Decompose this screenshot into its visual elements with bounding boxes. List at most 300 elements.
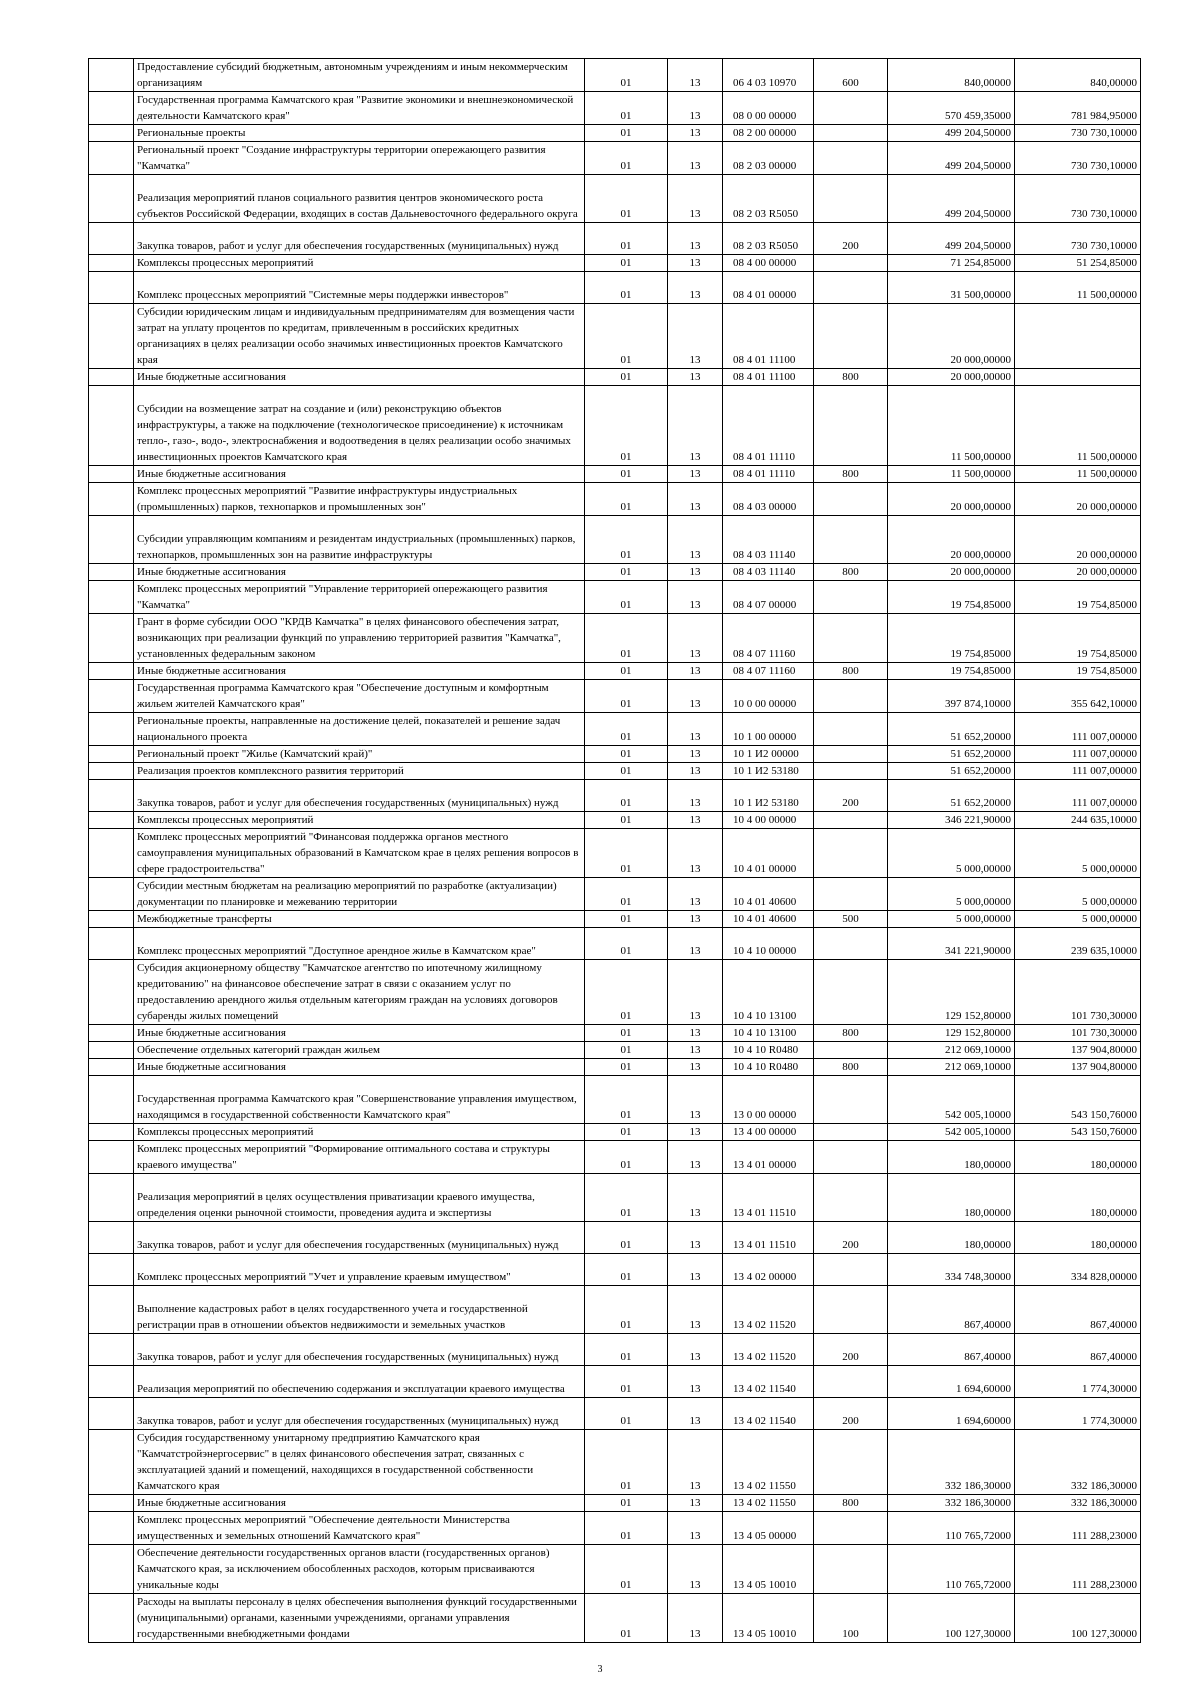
row-expense-type-code <box>814 763 888 780</box>
row-empty-cell <box>89 1545 134 1594</box>
row-amount-year2: 20 000,00000 <box>1015 516 1141 564</box>
row-subsection-code: 13 <box>668 763 723 780</box>
row-amount-year1: 129 152,80000 <box>888 1025 1015 1042</box>
row-amount-year2: 180,00000 <box>1015 1222 1141 1254</box>
row-subsection-code: 13 <box>668 1512 723 1545</box>
row-empty-cell <box>89 911 134 928</box>
row-section-code: 01 <box>585 483 668 516</box>
row-amount-year1: 499 204,50000 <box>888 223 1015 255</box>
row-amount-year2 <box>1015 304 1141 369</box>
table-row <box>89 1512 1141 1545</box>
row-expense-type-code: 100 <box>814 1594 888 1643</box>
row-subsection-code: 13 <box>668 1254 723 1286</box>
row-empty-cell <box>89 614 134 663</box>
row-target-item-code: 08 2 03 00000 <box>723 142 814 175</box>
row-target-item-code: 10 4 01 40600 <box>723 878 814 911</box>
row-amount-year1: 11 500,00000 <box>888 386 1015 466</box>
row-section-code: 01 <box>585 1366 668 1398</box>
row-expense-type-code <box>814 713 888 746</box>
row-empty-cell <box>89 780 134 812</box>
row-empty-cell <box>89 1495 134 1512</box>
row-expense-type-code <box>814 680 888 713</box>
row-amount-year1: 20 000,00000 <box>888 483 1015 516</box>
table-row <box>89 223 1141 255</box>
row-name: Иные бюджетные ассигнования <box>134 1059 585 1076</box>
row-name: Субсидия государственному унитарному предприятию Камчатского края "Камчатстройэнергосервис" в целях финансового обеспечения затрат, связанных с эксплуатацией зданий и помещений, находящихся в государственной собственности Камчатского края <box>134 1430 585 1495</box>
row-amount-year2: 867,40000 <box>1015 1334 1141 1366</box>
row-amount-year2: 11 500,00000 <box>1015 386 1141 466</box>
row-name: Комплексы процессных мероприятий <box>134 1124 585 1141</box>
row-subsection-code: 13 <box>668 255 723 272</box>
row-name: Иные бюджетные ассигнования <box>134 1495 585 1512</box>
row-name: Комплекс процессных мероприятий "Финансовая поддержка органов местного самоуправления муниципальных образований в Камчатском крае в целях решения вопросов в сфере градостроительства" <box>134 829 585 878</box>
row-amount-year2: 101 730,30000 <box>1015 1025 1141 1042</box>
row-empty-cell <box>89 1430 134 1495</box>
budget-table <box>88 58 1141 1643</box>
row-amount-year2: 111 007,00000 <box>1015 713 1141 746</box>
row-amount-year2: 730 730,10000 <box>1015 223 1141 255</box>
row-target-item-code: 13 4 02 11550 <box>723 1495 814 1512</box>
row-section-code: 01 <box>585 680 668 713</box>
table-row <box>89 272 1141 304</box>
row-target-item-code: 10 4 10 00000 <box>723 928 814 960</box>
row-subsection-code: 13 <box>668 1124 723 1141</box>
row-section-code: 01 <box>585 1174 668 1222</box>
row-name: Закупка товаров, работ и услуг для обеспечения государственных (муниципальных) нужд <box>134 1398 585 1430</box>
row-empty-cell <box>89 564 134 581</box>
table-row <box>89 59 1141 92</box>
row-amount-year1: 129 152,80000 <box>888 960 1015 1025</box>
row-expense-type-code <box>814 483 888 516</box>
table-row <box>89 911 1141 928</box>
row-empty-cell <box>89 878 134 911</box>
row-amount-year2: 100 127,30000 <box>1015 1594 1141 1643</box>
row-target-item-code: 08 2 03 R5050 <box>723 223 814 255</box>
row-name: Государственная программа Камчатского края "Развитие экономики и внешнеэкономической деятельности Камчатского края" <box>134 92 585 125</box>
row-name: Иные бюджетные ассигнования <box>134 369 585 386</box>
row-amount-year1: 499 204,50000 <box>888 125 1015 142</box>
row-section-code: 01 <box>585 746 668 763</box>
row-subsection-code: 13 <box>668 1222 723 1254</box>
row-subsection-code: 13 <box>668 125 723 142</box>
row-expense-type-code <box>814 386 888 466</box>
row-section-code: 01 <box>585 272 668 304</box>
row-expense-type-code <box>814 746 888 763</box>
row-amount-year2: 239 635,10000 <box>1015 928 1141 960</box>
row-expense-type-code <box>814 1512 888 1545</box>
table-row <box>89 516 1141 564</box>
row-section-code: 01 <box>585 142 668 175</box>
row-empty-cell <box>89 829 134 878</box>
table-row <box>89 1430 1141 1495</box>
row-amount-year1: 397 874,10000 <box>888 680 1015 713</box>
row-section-code: 01 <box>585 829 668 878</box>
table-row <box>89 928 1141 960</box>
row-name: Региональные проекты <box>134 125 585 142</box>
row-target-item-code: 13 4 01 11510 <box>723 1222 814 1254</box>
row-amount-year1: 332 186,30000 <box>888 1495 1015 1512</box>
row-name: Комплекс процессных мероприятий "Обеспечение деятельности Министерства имущественных и земельных отношений Камчатского края" <box>134 1512 585 1545</box>
row-expense-type-code <box>814 1042 888 1059</box>
table-row <box>89 1398 1141 1430</box>
row-expense-type-code <box>814 812 888 829</box>
row-section-code: 01 <box>585 812 668 829</box>
row-subsection-code: 13 <box>668 564 723 581</box>
row-expense-type-code <box>814 1545 888 1594</box>
row-empty-cell <box>89 59 134 92</box>
row-target-item-code: 13 4 05 00000 <box>723 1512 814 1545</box>
row-amount-year2: 867,40000 <box>1015 1286 1141 1334</box>
row-target-item-code: 13 4 02 00000 <box>723 1254 814 1286</box>
row-subsection-code: 13 <box>668 272 723 304</box>
row-amount-year1: 51 652,20000 <box>888 746 1015 763</box>
row-subsection-code: 13 <box>668 92 723 125</box>
row-expense-type-code <box>814 1254 888 1286</box>
row-amount-year2: 781 984,95000 <box>1015 92 1141 125</box>
row-amount-year2: 137 904,80000 <box>1015 1059 1141 1076</box>
row-amount-year2: 334 828,00000 <box>1015 1254 1141 1286</box>
row-amount-year2: 332 186,30000 <box>1015 1430 1141 1495</box>
row-target-item-code: 13 4 05 10010 <box>723 1594 814 1643</box>
table-row <box>89 175 1141 223</box>
row-expense-type-code: 800 <box>814 369 888 386</box>
row-amount-year1: 20 000,00000 <box>888 516 1015 564</box>
table-row <box>89 763 1141 780</box>
row-section-code: 01 <box>585 59 668 92</box>
row-target-item-code: 10 4 00 00000 <box>723 812 814 829</box>
row-amount-year2: 1 774,30000 <box>1015 1398 1141 1430</box>
row-target-item-code: 08 4 01 11110 <box>723 386 814 466</box>
row-empty-cell <box>89 746 134 763</box>
row-empty-cell <box>89 1334 134 1366</box>
table-row <box>89 1286 1141 1334</box>
row-section-code: 01 <box>585 911 668 928</box>
row-subsection-code: 13 <box>668 1366 723 1398</box>
row-amount-year2: 111 007,00000 <box>1015 746 1141 763</box>
row-subsection-code: 13 <box>668 1042 723 1059</box>
row-expense-type-code <box>814 142 888 175</box>
row-name: Реализация проектов комплексного развития территорий <box>134 763 585 780</box>
row-target-item-code: 13 4 01 11510 <box>723 1174 814 1222</box>
row-expense-type-code <box>814 581 888 614</box>
row-name: Комплекс процессных мероприятий "Развитие инфраструктуры индустриальных (промышленных) парков, технопарков и промышленных зон" <box>134 483 585 516</box>
row-name: Комплекс процессных мероприятий "Доступное арендное жилье в Камчатском крае" <box>134 928 585 960</box>
row-amount-year1: 19 754,85000 <box>888 663 1015 680</box>
row-target-item-code: 13 4 02 11540 <box>723 1366 814 1398</box>
table-row <box>89 483 1141 516</box>
row-amount-year2: 111 288,23000 <box>1015 1512 1141 1545</box>
row-amount-year1: 346 221,90000 <box>888 812 1015 829</box>
row-section-code: 01 <box>585 1222 668 1254</box>
table-row <box>89 142 1141 175</box>
row-empty-cell <box>89 1042 134 1059</box>
table-row <box>89 663 1141 680</box>
row-section-code: 01 <box>585 663 668 680</box>
row-name: Комплексы процессных мероприятий <box>134 255 585 272</box>
row-amount-year2: 180,00000 <box>1015 1174 1141 1222</box>
row-name: Обеспечение деятельности государственных органов власти (государственных органов) Камчатского края, за исключением обособленных расходов, которым присваиваются уникальные коды <box>134 1545 585 1594</box>
row-empty-cell <box>89 125 134 142</box>
row-target-item-code: 08 0 00 00000 <box>723 92 814 125</box>
row-subsection-code: 13 <box>668 175 723 223</box>
table-row <box>89 713 1141 746</box>
table-row <box>89 1222 1141 1254</box>
row-amount-year2: 11 500,00000 <box>1015 466 1141 483</box>
row-amount-year2: 137 904,80000 <box>1015 1042 1141 1059</box>
table-row <box>89 1174 1141 1222</box>
row-empty-cell <box>89 1025 134 1042</box>
row-amount-year1: 332 186,30000 <box>888 1430 1015 1495</box>
row-target-item-code: 13 4 02 11540 <box>723 1398 814 1430</box>
row-subsection-code: 13 <box>668 960 723 1025</box>
row-section-code: 01 <box>585 223 668 255</box>
table-row <box>89 1141 1141 1174</box>
row-target-item-code: 10 4 10 R0480 <box>723 1059 814 1076</box>
row-amount-year1: 100 127,30000 <box>888 1594 1015 1643</box>
row-amount-year1: 110 765,72000 <box>888 1512 1015 1545</box>
row-empty-cell <box>89 142 134 175</box>
table-row <box>89 564 1141 581</box>
table-row <box>89 1366 1141 1398</box>
row-expense-type-code <box>814 92 888 125</box>
row-amount-year2: 111 007,00000 <box>1015 763 1141 780</box>
row-section-code: 01 <box>585 304 668 369</box>
row-expense-type-code: 200 <box>814 1222 888 1254</box>
row-amount-year2: 5 000,00000 <box>1015 911 1141 928</box>
row-empty-cell <box>89 516 134 564</box>
row-amount-year2: 543 150,76000 <box>1015 1124 1141 1141</box>
row-target-item-code: 10 1 00 00000 <box>723 713 814 746</box>
row-subsection-code: 13 <box>668 878 723 911</box>
row-subsection-code: 13 <box>668 1059 723 1076</box>
row-expense-type-code <box>814 1076 888 1124</box>
row-subsection-code: 13 <box>668 812 723 829</box>
row-section-code: 01 <box>585 516 668 564</box>
row-empty-cell <box>89 369 134 386</box>
row-section-code: 01 <box>585 466 668 483</box>
row-section-code: 01 <box>585 1042 668 1059</box>
row-subsection-code: 13 <box>668 614 723 663</box>
row-section-code: 01 <box>585 1141 668 1174</box>
row-subsection-code: 13 <box>668 1025 723 1042</box>
row-empty-cell <box>89 175 134 223</box>
row-target-item-code: 08 4 01 11100 <box>723 369 814 386</box>
row-amount-year2: 51 254,85000 <box>1015 255 1141 272</box>
row-name: Субсидии на возмещение затрат на создание и (или) реконструкцию объектов инфраструктуры, а также на подключение (технологическое присоединение) к источникам тепло-, газо-, водо-, электроснабжения и водоотведения в целях реализации особо значимых инвестиционных проектов Камчатского края <box>134 386 585 466</box>
row-amount-year2: 332 186,30000 <box>1015 1495 1141 1512</box>
row-empty-cell <box>89 663 134 680</box>
table-row <box>89 304 1141 369</box>
row-name: Выполнение кадастровых работ в целях государственного учета и государственной регистрации прав в отношении объектов недвижимости и земельных участков <box>134 1286 585 1334</box>
row-amount-year2: 730 730,10000 <box>1015 142 1141 175</box>
row-section-code: 01 <box>585 581 668 614</box>
row-section-code: 01 <box>585 1495 668 1512</box>
row-amount-year2: 1 774,30000 <box>1015 1366 1141 1398</box>
row-section-code: 01 <box>585 763 668 780</box>
row-subsection-code: 13 <box>668 1286 723 1334</box>
row-amount-year1: 867,40000 <box>888 1334 1015 1366</box>
row-subsection-code: 13 <box>668 1398 723 1430</box>
row-subsection-code: 13 <box>668 1334 723 1366</box>
row-amount-year2: 111 288,23000 <box>1015 1545 1141 1594</box>
row-empty-cell <box>89 1594 134 1643</box>
row-empty-cell <box>89 304 134 369</box>
table-body <box>89 59 1141 1643</box>
row-target-item-code: 06 4 03 10970 <box>723 59 814 92</box>
table-row <box>89 878 1141 911</box>
table-row <box>89 1025 1141 1042</box>
row-name: Региональный проект "Создание инфраструктуры территории опережающего развития "Камчатка" <box>134 142 585 175</box>
row-amount-year1: 110 765,72000 <box>888 1545 1015 1594</box>
row-empty-cell <box>89 1254 134 1286</box>
row-subsection-code: 13 <box>668 928 723 960</box>
row-amount-year2: 20 000,00000 <box>1015 564 1141 581</box>
row-amount-year1: 180,00000 <box>888 1174 1015 1222</box>
row-amount-year2: 5 000,00000 <box>1015 878 1141 911</box>
row-expense-type-code <box>814 1366 888 1398</box>
row-empty-cell <box>89 92 134 125</box>
row-section-code: 01 <box>585 564 668 581</box>
row-name: Обеспечение отдельных категорий граждан жильем <box>134 1042 585 1059</box>
row-target-item-code: 10 0 00 00000 <box>723 680 814 713</box>
table-row <box>89 746 1141 763</box>
row-name: Комплекс процессных мероприятий "Управление территорией опережающего развития "Камчатка" <box>134 581 585 614</box>
row-subsection-code: 13 <box>668 680 723 713</box>
row-name: Закупка товаров, работ и услуг для обеспечения государственных (муниципальных) нужд <box>134 1334 585 1366</box>
row-target-item-code: 08 4 07 11160 <box>723 614 814 663</box>
row-expense-type-code: 500 <box>814 911 888 928</box>
row-expense-type-code <box>814 516 888 564</box>
row-empty-cell <box>89 1398 134 1430</box>
table-row <box>89 614 1141 663</box>
table-row <box>89 1042 1141 1059</box>
row-name: Реализация мероприятий планов социального развития центров экономического роста субъектов Российской Федерации, входящих в состав Дальневосточного федерального округа <box>134 175 585 223</box>
row-subsection-code: 13 <box>668 466 723 483</box>
row-target-item-code: 08 4 03 11140 <box>723 516 814 564</box>
row-empty-cell <box>89 1512 134 1545</box>
row-amount-year1: 212 069,10000 <box>888 1042 1015 1059</box>
row-subsection-code: 13 <box>668 369 723 386</box>
row-target-item-code: 13 4 02 11520 <box>723 1334 814 1366</box>
table-row <box>89 1334 1141 1366</box>
table-row <box>89 1076 1141 1124</box>
row-section-code: 01 <box>585 175 668 223</box>
row-target-item-code: 08 4 01 11110 <box>723 466 814 483</box>
row-amount-year1: 19 754,85000 <box>888 581 1015 614</box>
row-expense-type-code <box>814 255 888 272</box>
row-target-item-code: 10 4 10 13100 <box>723 1025 814 1042</box>
table-row <box>89 780 1141 812</box>
row-amount-year1: 1 694,60000 <box>888 1366 1015 1398</box>
row-empty-cell <box>89 581 134 614</box>
row-empty-cell <box>89 960 134 1025</box>
row-name: Закупка товаров, работ и услуг для обеспечения государственных (муниципальных) нужд <box>134 223 585 255</box>
row-section-code: 01 <box>585 1059 668 1076</box>
row-name: Региональный проект "Жилье (Камчатский край)" <box>134 746 585 763</box>
row-empty-cell <box>89 812 134 829</box>
row-empty-cell <box>89 272 134 304</box>
row-target-item-code: 08 2 00 00000 <box>723 125 814 142</box>
row-amount-year1: 5 000,00000 <box>888 878 1015 911</box>
row-subsection-code: 13 <box>668 304 723 369</box>
row-empty-cell <box>89 1124 134 1141</box>
row-amount-year2: 11 500,00000 <box>1015 272 1141 304</box>
row-section-code: 01 <box>585 1286 668 1334</box>
row-empty-cell <box>89 680 134 713</box>
row-amount-year1: 334 748,30000 <box>888 1254 1015 1286</box>
row-subsection-code: 13 <box>668 483 723 516</box>
row-amount-year2: 20 000,00000 <box>1015 483 1141 516</box>
row-amount-year1: 51 652,20000 <box>888 780 1015 812</box>
row-expense-type-code: 800 <box>814 663 888 680</box>
row-empty-cell <box>89 1076 134 1124</box>
row-subsection-code: 13 <box>668 829 723 878</box>
row-expense-type-code: 200 <box>814 1334 888 1366</box>
row-empty-cell <box>89 255 134 272</box>
row-section-code: 01 <box>585 386 668 466</box>
row-subsection-code: 13 <box>668 1594 723 1643</box>
row-amount-year1: 570 459,35000 <box>888 92 1015 125</box>
row-subsection-code: 13 <box>668 713 723 746</box>
row-name: Иные бюджетные ассигнования <box>134 1025 585 1042</box>
row-subsection-code: 13 <box>668 1495 723 1512</box>
row-expense-type-code: 600 <box>814 59 888 92</box>
row-target-item-code: 13 4 02 11550 <box>723 1430 814 1495</box>
row-subsection-code: 13 <box>668 1545 723 1594</box>
row-empty-cell <box>89 1141 134 1174</box>
row-section-code: 01 <box>585 1398 668 1430</box>
row-section-code: 01 <box>585 1025 668 1042</box>
row-name: Субсидии юридическим лицам и индивидуальным предпринимателям для возмещения части затрат на уплату процентов по кредитам, привлеченным в российских кредитных организациях в целях реализации особо значимых инвестиционных проектов Камчатского края <box>134 304 585 369</box>
row-amount-year2: 111 007,00000 <box>1015 780 1141 812</box>
row-name: Субсидии местным бюджетам на реализацию мероприятий по разработке (актуализации) документации по планировке и межеванию территории <box>134 878 585 911</box>
row-amount-year1: 840,00000 <box>888 59 1015 92</box>
row-subsection-code: 13 <box>668 746 723 763</box>
row-name: Иные бюджетные ассигнования <box>134 466 585 483</box>
table-row <box>89 960 1141 1025</box>
row-section-code: 01 <box>585 928 668 960</box>
row-empty-cell <box>89 1222 134 1254</box>
row-amount-year2: 543 150,76000 <box>1015 1076 1141 1124</box>
row-section-code: 01 <box>585 780 668 812</box>
table-row <box>89 369 1141 386</box>
row-amount-year1: 20 000,00000 <box>888 564 1015 581</box>
row-name: Субсидии управляющим компаниям и резидентам индустриальных (промышленных) парков, технопарков, промышленных зон на развитие инфраструктуры <box>134 516 585 564</box>
row-amount-year1: 71 254,85000 <box>888 255 1015 272</box>
table-row <box>89 466 1141 483</box>
row-target-item-code: 10 4 10 13100 <box>723 960 814 1025</box>
row-target-item-code: 08 4 07 00000 <box>723 581 814 614</box>
row-empty-cell <box>89 1059 134 1076</box>
row-expense-type-code <box>814 1430 888 1495</box>
row-subsection-code: 13 <box>668 663 723 680</box>
row-amount-year1: 20 000,00000 <box>888 369 1015 386</box>
row-name: Закупка товаров, работ и услуг для обеспечения государственных (муниципальных) нужд <box>134 1222 585 1254</box>
row-amount-year1: 1 694,60000 <box>888 1398 1015 1430</box>
row-target-item-code: 13 0 00 00000 <box>723 1076 814 1124</box>
row-amount-year1: 19 754,85000 <box>888 614 1015 663</box>
row-name: Иные бюджетные ассигнования <box>134 564 585 581</box>
row-amount-year2: 180,00000 <box>1015 1141 1141 1174</box>
row-section-code: 01 <box>585 125 668 142</box>
row-amount-year2: 5 000,00000 <box>1015 829 1141 878</box>
row-amount-year2: 355 642,10000 <box>1015 680 1141 713</box>
row-empty-cell <box>89 466 134 483</box>
row-subsection-code: 13 <box>668 1141 723 1174</box>
row-expense-type-code <box>814 1141 888 1174</box>
row-amount-year2: 19 754,85000 <box>1015 663 1141 680</box>
row-target-item-code: 08 4 01 11100 <box>723 304 814 369</box>
